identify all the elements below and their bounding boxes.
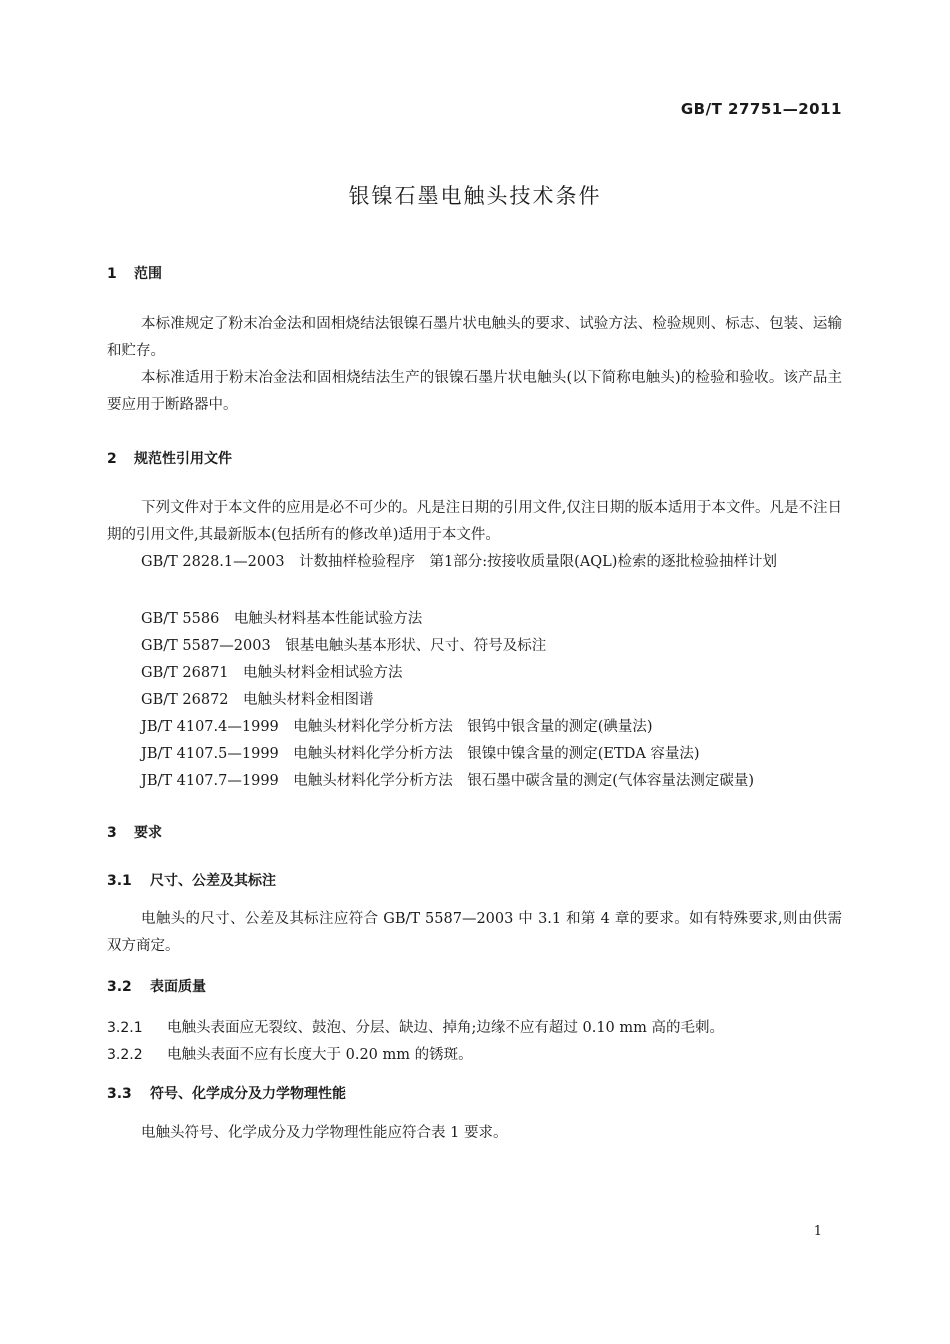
reference-code: GB/T 5587—2003 [141, 638, 271, 654]
section-number: 3 [107, 825, 117, 841]
section-title: 范围 [134, 266, 162, 282]
subsection-title: 表面质量 [150, 979, 206, 995]
reference-title: 计数抽样检验程序 第1部分:按接收质量限(AQL)检索的逐批检验抽样计划 [299, 554, 777, 570]
document-title: 银镍石墨电触头技术条件 [348, 184, 602, 208]
section-number: 1 [107, 266, 117, 282]
clause-number: 3.2.2 [107, 1047, 143, 1063]
reference-title: 银基电触头基本形状、尺寸、符号及标注 [285, 638, 547, 654]
clause-text: 电触头表面不应有长度大于 0.20 mm 的锈斑。 [167, 1047, 473, 1063]
clause-3-2-2 [107, 1043, 473, 1064]
reference-code: GB/T 26872 [141, 692, 229, 708]
reference-code: GB/T 5586 [141, 611, 220, 627]
standard-code: GB/T 27751—2011 [680, 100, 842, 118]
reference-item [141, 688, 374, 709]
reference-item [141, 769, 754, 790]
reference-code: JB/T 4107.4—1999 [141, 719, 279, 735]
paragraph: 本标准适用于粉末冶金法和固相烧结法生产的银镍石墨片状电触头(以下简称电触头)的检验和验收。该产品主要应用于断路器中。 [107, 370, 842, 413]
clause-number: 3.2.1 [107, 1020, 143, 1036]
subsection-3-1-heading [107, 870, 276, 890]
section-title: 规范性引用文件 [134, 451, 232, 467]
reference-item [107, 549, 842, 576]
page-number: 1 [813, 1224, 822, 1239]
subsection-title: 符号、化学成分及力学物理性能 [150, 1086, 346, 1102]
paragraph: 电触头的尺寸、公差及其标注应符合 GB/T 5587—2003 中 3.1 和第 4 章的要求。如有特殊要求,则由供需双方商定。 [107, 911, 842, 954]
reference-code: JB/T 4107.5—1999 [141, 746, 279, 762]
paragraph: 电触头符号、化学成分及力学物理性能应符合表 1 要求。 [141, 1125, 508, 1141]
reference-code: JB/T 4107.7—1999 [141, 773, 279, 789]
section-title: 要求 [134, 825, 162, 841]
subsection-number: 3.1 [107, 873, 132, 889]
subsection-number: 3.2 [107, 979, 132, 995]
reference-title: 电触头材料金相图谱 [243, 692, 374, 708]
reference-item [141, 661, 403, 682]
clause-text: 电触头表面应无裂纹、鼓泡、分层、缺边、掉角;边缘不应有超过 0.10 mm 高的毛刺。 [167, 1020, 724, 1036]
subsection-title: 尺寸、公差及其标注 [150, 873, 276, 889]
reference-code: GB/T 26871 [141, 665, 229, 681]
subsection-3-3-heading [107, 1083, 346, 1103]
reference-item [141, 715, 653, 736]
reference-title: 电触头材料基本性能试验方法 [233, 611, 423, 627]
reference-item [141, 634, 546, 655]
section-1-heading [107, 263, 162, 283]
reference-title: 电触头材料化学分析方法 银镍中镍含量的测定(ETDA 容量法) [293, 746, 700, 762]
clause-3-2-1 [107, 1016, 724, 1037]
section-2-heading [107, 448, 232, 468]
reference-title: 电触头材料化学分析方法 银石墨中碳含量的测定(气体容量法测定碳量) [293, 773, 755, 789]
reference-title: 电触头材料金相试验方法 [243, 665, 403, 681]
paragraph: 下列文件对于本文件的应用是必不可少的。凡是注日期的引用文件,仅注日期的版本适用于本文件。凡是不注日期的引用文件,其最新版本(包括所有的修改单)适用于本文件。 [107, 500, 842, 543]
section-number: 2 [107, 451, 117, 467]
subsection-number: 3.3 [107, 1086, 132, 1102]
reference-title: 电触头材料化学分析方法 银钨中银含量的测定(碘量法) [293, 719, 653, 735]
subsection-3-2-heading [107, 976, 206, 996]
reference-item [141, 742, 700, 763]
reference-code: GB/T 2828.1—2003 [141, 554, 285, 570]
paragraph: 本标准规定了粉末冶金法和固相烧结法银镍石墨片状电触头的要求、试验方法、检验规则、标志、包装、运输和贮存。 [107, 316, 842, 359]
section-3-heading [107, 822, 162, 842]
reference-item [141, 607, 422, 628]
